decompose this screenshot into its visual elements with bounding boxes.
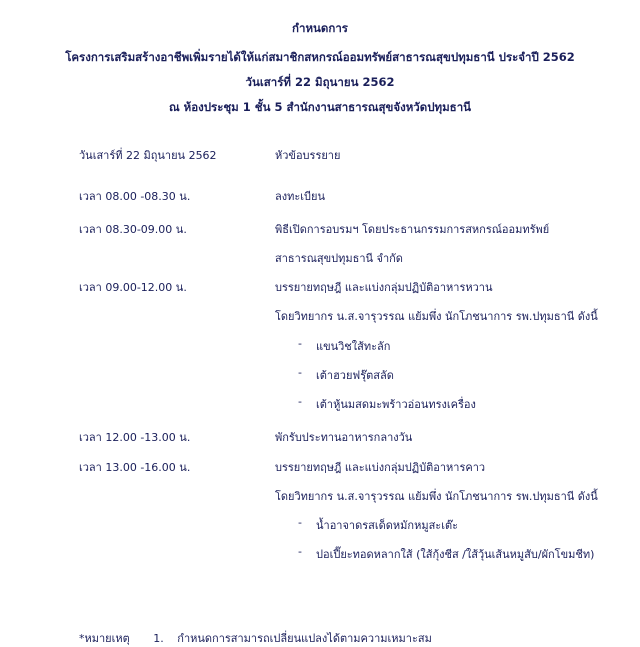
menu-item: ปอเปี๊ยะทอดหลากใส้ (ใส้กุ้งชีส /ใส้วุ้นเส้นหมูสับ/ผักโขมชีท) xyxy=(316,548,595,561)
list-dash: - xyxy=(298,516,302,529)
doc-title: กำหนดการ xyxy=(292,21,348,35)
menu-item: เต้าฮวยฟรุ๊ตสลัด xyxy=(316,369,394,382)
list-dash: - xyxy=(298,545,302,558)
schedule-topic: พักรับประทานอาหารกลางวัน xyxy=(275,431,413,444)
project-title: โครงการเสริมสร้างอาชีพเพิ่มรายได้ให้แก่สมาชิกสหกรณ์ออมทรัพย์สาธารณสุขปทุมธานี ประจำปี 2562 xyxy=(65,50,575,64)
footnote-label: *หมายเหตุ xyxy=(79,632,130,645)
schedule-topic: บรรยายทฤษฎี และแบ่งกลุ่มปฏิบัติอาหารคาว xyxy=(275,461,486,474)
event-date: วันเสาร์ที่ 22 มิถุนายน 2562 xyxy=(245,75,395,89)
footnote xyxy=(79,629,432,647)
schedule-time: เวลา 13.00 -16.00 น. xyxy=(79,461,191,474)
menu-item: แขนวิชใส้ทะลัก xyxy=(316,340,391,353)
schedule-speaker: โดยวิทยากร น.ส.จารุวรรณ แย้มพึ่ง นักโภชนาการ รพ.ปทุมธานี ดังนี้ xyxy=(275,310,598,323)
schedule-time: เวลา 12.00 -13.00 น. xyxy=(79,431,191,444)
schedule-topic: ลงทะเบียน xyxy=(275,190,325,203)
footnote-number: 1. xyxy=(153,632,164,645)
schedule-time: เวลา 08.00 -08.30 น. xyxy=(79,190,191,203)
list-dash: - xyxy=(298,366,302,379)
schedule-topic: พิธีเปิดการอบรมฯ โดยประธานกรรมการสหกรณ์ออมทรัพย์ xyxy=(275,223,550,236)
schedule-time: เวลา 09.00-12.00 น. xyxy=(79,281,187,294)
event-venue: ณ ห้องประชุม 1 ชั้น 5 สำนักงานสาธารณสุขจังหวัดปทุมธานี xyxy=(168,100,472,114)
schedule-topic: บรรยายทฤษฎี และแบ่งกลุ่มปฏิบัติอาหารหวาน xyxy=(275,281,493,294)
date-column-header: วันเสาร์ที่ 22 มิถุนายน 2562 xyxy=(79,149,217,162)
schedule-topic-continued: สาธารณสุขปทุมธานี จำกัด xyxy=(275,252,403,265)
list-dash: - xyxy=(298,395,302,408)
list-dash: - xyxy=(298,337,302,350)
menu-item: น้ำอาจาดรสเด็ดหมักหมูสะเต๊ะ xyxy=(316,519,459,532)
topic-column-header: หัวข้อบรรยาย xyxy=(275,149,341,162)
schedule-time: เวลา 08.30-09.00 น. xyxy=(79,223,187,236)
footnote-text: กำหนดการสามารถเปลี่ยนแปลงได้ตามความเหมาะสม xyxy=(177,632,432,645)
schedule-speaker: โดยวิทยากร น.ส.จารุวรรณ แย้มพึ่ง นักโภชนาการ รพ.ปทุมธานี ดังนี้ xyxy=(275,490,598,503)
menu-item: เต้าหู้นมสดมะพร้าวอ่อนทรงเครื่อง xyxy=(316,398,476,411)
